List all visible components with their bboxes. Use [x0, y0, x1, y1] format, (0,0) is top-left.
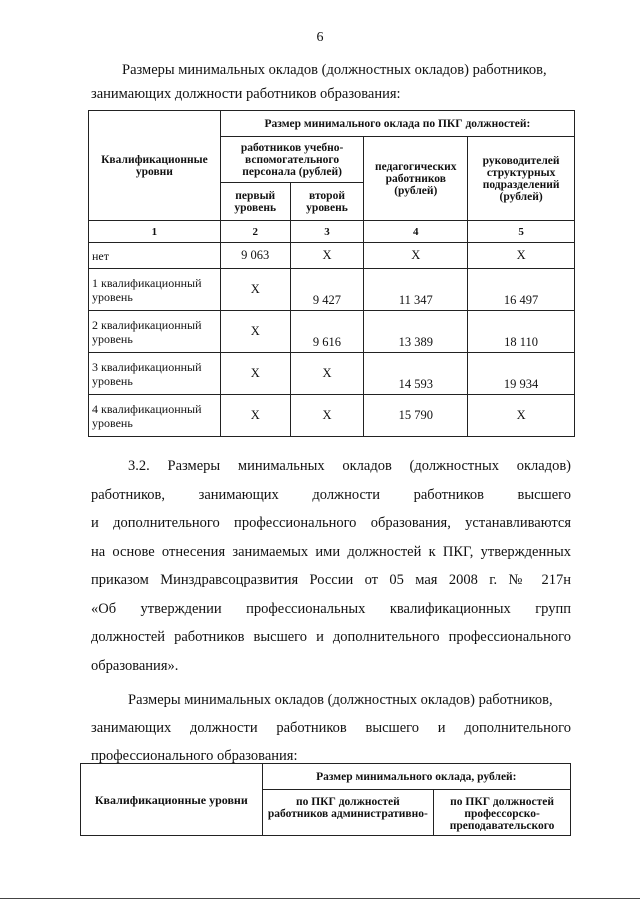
header-min-salary: Размер минимального оклада, рублей: [262, 764, 570, 790]
header-min-salary: Размер минимального оклада по ПКГ должностей: [220, 111, 574, 137]
cell-value: 18 110 [468, 311, 575, 353]
section-3-2-line7 [91, 625, 571, 649]
cell-value: 9 063 [220, 243, 290, 269]
paragraph-line: и дополнительного профессионального образования, устанавливаются [91, 515, 571, 531]
row-label: 2 квалификационный уровень [89, 311, 221, 353]
header-pedagogical: педагогических работников (рублей) [364, 137, 468, 221]
cell-value: X [468, 395, 575, 437]
header-level-first: первый уровень [220, 183, 290, 221]
header-admin-staff: по ПКГ должностей работников административно- [262, 790, 434, 836]
paragraph-line: 3.2. Размеры минимальных окладов (должностных окладов) [128, 458, 571, 474]
paragraph-line: на основе отнесения занимаемых ими должностей к ПКГ, утвержденных [91, 544, 571, 560]
cell-value: X [468, 243, 575, 269]
col-number: 2 [220, 221, 290, 243]
cell-value: X [220, 269, 290, 311]
row-label: 4 квалификационный уровень [89, 395, 221, 437]
salary-table-higher-education [80, 763, 571, 836]
cell-value: 9 616 [290, 311, 364, 353]
cell-value: 16 497 [468, 269, 575, 311]
header-qualification-levels: Квалификационные уровни [89, 111, 221, 221]
cell-value: 15 790 [364, 395, 468, 437]
section-3-2-line1 [128, 454, 571, 478]
cell-value: 19 934 [468, 353, 575, 395]
salary-table-education [88, 110, 575, 437]
header-level-second: второй уровень [290, 183, 364, 221]
intro2-line3: профессионального образования: [91, 748, 298, 764]
paragraph-line: должностей работников высшего и дополнительного профессионального [91, 629, 571, 645]
cell-value: X [364, 243, 468, 269]
table-row [89, 353, 575, 395]
cell-value: X [290, 243, 364, 269]
cell-value: X [220, 395, 290, 437]
cell-value: X [220, 311, 290, 353]
intro2-line2: занимающих должности работников высшего и дополнительного [91, 720, 571, 736]
paragraph-line: приказом Минздравсоцразвития России от 05 мая 2008 г. № 217н [91, 572, 571, 588]
row-label: 3 квалификационный уровень [89, 353, 221, 395]
header-support-staff: работников учебно-вспомогательного персонала (рублей) [220, 137, 364, 183]
row-label: 1 квалификационный уровень [89, 269, 221, 311]
section-3-2-line3 [91, 511, 571, 535]
cell-value: 9 427 [290, 269, 364, 311]
table-row [89, 311, 575, 353]
cell-value: X [220, 353, 290, 395]
col-number: 1 [89, 221, 221, 243]
page-bottom-edge [0, 898, 640, 899]
cell-value: 13 389 [364, 311, 468, 353]
header-department-heads: руководителей структурных подразделений (рублей) [468, 137, 575, 221]
section-3-2-last-line: образования». [91, 658, 179, 674]
cell-value: X [290, 395, 364, 437]
col-number: 4 [364, 221, 468, 243]
intro2-line1: Размеры минимальных окладов (должностных окладов) работников, [128, 692, 553, 708]
section-3-2-line6 [91, 597, 571, 621]
header-qualification-levels: Квалификационные уровни [81, 764, 263, 836]
col-number: 3 [290, 221, 364, 243]
intro1-line1: Размеры минимальных окладов (должностных окладов) работников, [122, 62, 547, 78]
header-teaching-staff: по ПКГ должностей профессорско-преподавательского [434, 790, 571, 836]
paragraph-line: «Об утверждении профессиональных квалификационных групп [91, 601, 571, 617]
cell-value: 14 593 [364, 353, 468, 395]
table-row [89, 395, 575, 437]
table-row [89, 243, 575, 269]
intro2-line2-wrap [91, 716, 571, 740]
section-3-2-line2 [91, 483, 571, 507]
section-3-2-line5 [91, 568, 571, 592]
col-number: 5 [468, 221, 575, 243]
cell-value: 11 347 [364, 269, 468, 311]
row-label: нет [89, 243, 221, 269]
section-3-2-line4 [91, 540, 571, 564]
paragraph-line: работников, занимающих должности работников высшего [91, 487, 571, 503]
table-row [89, 269, 575, 311]
cell-value: X [290, 353, 364, 395]
page-number: 6 [316, 30, 324, 45]
intro1-line2: занимающих должности работников образования: [91, 86, 401, 102]
